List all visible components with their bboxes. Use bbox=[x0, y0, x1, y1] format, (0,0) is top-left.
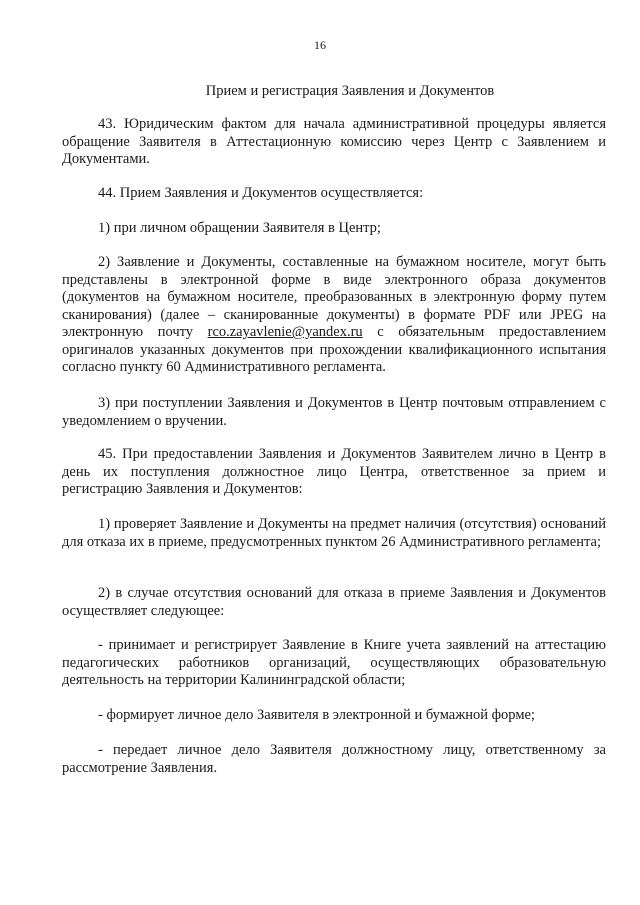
email-link[interactable]: rco.zayavlenie@yandex.ru bbox=[207, 324, 363, 340]
dash-item-form-file: - формирует личное дело Заявителя в электронной и бумажной форме; bbox=[98, 707, 535, 723]
section-title: Прием и регистрация Заявления и Документов bbox=[205, 83, 495, 99]
list-item-1: 1) при личном обращении Заявителя в Центр; bbox=[98, 220, 381, 236]
page-number: 16 bbox=[314, 38, 326, 52]
list-item-2-text: 2) Заявление и Документы, составленные на бумажном носителе, могут быть представлены в электронной форме в виде электронного образа документов (документов на бумажном носителе, преобразованных в электронную форму путем сканирования) (далее – сканированные документы) в формате PDF или JPEG на электронную почту bbox=[62, 254, 606, 340]
sub-item-1: 1) проверяет Заявление и Документы на предмет наличия (отсутствия) оснований для отказа их в приеме, предусмотренных пунктом 26 Административного регламента; bbox=[62, 516, 606, 550]
list-item-2-text-end: с обязательным предоставлением оригиналов указанных документов при прохождении квалификационного испытания согласно пункту 60 Административного регламента. bbox=[62, 324, 606, 375]
list-item-3: 3) при поступлении Заявления и Документов в Центр почтовым отправлением с уведомлением о вручении. bbox=[62, 395, 606, 429]
paragraph-43: 43. Юридическим фактом для начала административной процедуры является обращение Заявителя в Аттестационную комиссию через Центр с Заявлением и Документами. bbox=[62, 116, 606, 167]
dash-item-register: - принимает и регистрирует Заявление в Книге учета заявлений на аттестацию педагогических работников организаций, осуществляющих образовательную деятельность на территории Калининградской области; bbox=[62, 637, 606, 688]
paragraph-44: 44. Прием Заявления и Документов осуществляется: bbox=[98, 185, 424, 201]
dash-item-transfer-file: - передает личное дело Заявителя должностному лицу, ответственному за рассмотрение Заявления. bbox=[62, 742, 606, 776]
list-item-2 bbox=[62, 254, 606, 377]
sub-item-2: 2) в случае отсутствия оснований для отказа в приеме Заявления и Документов осуществляет следующее: bbox=[62, 585, 606, 619]
paragraph-45: 45. При предоставлении Заявления и Документов Заявителем лично в Центр в день их поступления должностное лицо Центра, ответственное за прием и регистрацию Заявления и Документов: bbox=[62, 446, 606, 497]
